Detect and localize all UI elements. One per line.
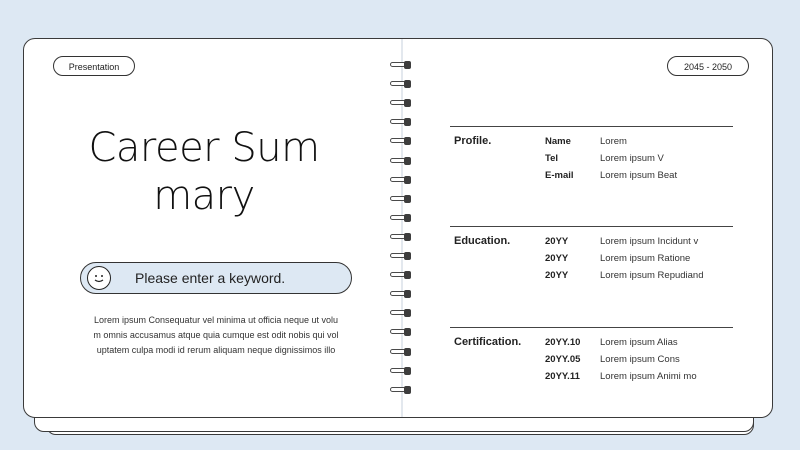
spiral-ring: [390, 195, 412, 203]
spiral-ring: [390, 80, 412, 88]
notebook-spine: [401, 39, 403, 417]
spiral-ring: [390, 367, 412, 375]
description: [68, 313, 364, 358]
page-title: [64, 124, 344, 220]
spiral-ring: [390, 328, 412, 336]
spiral-ring: [390, 137, 412, 145]
ring-hole: [404, 233, 411, 241]
section-label: Certification.: [454, 336, 522, 348]
ring-hole: [404, 118, 411, 126]
description-line: uptatem culpa modi id rerum aliquam neque dignissimos illo: [96, 345, 336, 355]
row-value: Lorem ipsum Alias: [600, 337, 678, 348]
presentation-tag: Presentation: [53, 56, 135, 76]
ring-hole: [404, 61, 411, 69]
title-line: mary: [153, 173, 255, 219]
ring-hole: [404, 271, 411, 279]
row-value: Lorem: [600, 136, 627, 147]
row-value: Lorem ipsum Incidunt v: [600, 236, 699, 247]
ring-hole: [404, 176, 411, 184]
row-value: Lorem ipsum Beat: [600, 170, 678, 181]
ring-hole: [404, 195, 411, 203]
ring-hole: [404, 367, 411, 375]
row-key: Tel: [545, 153, 559, 164]
ring-hole: [404, 157, 411, 165]
ring-hole: [404, 252, 411, 260]
notebook: [23, 38, 773, 418]
profile-section: [450, 126, 733, 227]
spiral-ring: [390, 348, 412, 356]
ring-hole: [404, 386, 411, 394]
ring-hole: [404, 214, 411, 222]
year-range-tag: 2045 - 2050: [667, 56, 749, 76]
spiral-ring: [390, 214, 412, 222]
spiral-ring: [390, 386, 412, 394]
spiral-ring: [390, 290, 412, 298]
spiral-ring: [390, 176, 412, 184]
spiral-ring: [390, 61, 412, 69]
description-line: Lorem ipsum Consequatur vel minima ut officia neque ut volu: [94, 315, 338, 325]
row-key: E-mail: [545, 170, 574, 181]
row-value: Lorem ipsum Repudiand: [600, 270, 704, 281]
row-value: Lorem ipsum Animi mo: [600, 371, 697, 382]
ring-hole: [404, 348, 411, 356]
row-key: 20YY: [545, 253, 569, 264]
row-value: Lorem ipsum Cons: [600, 354, 680, 365]
search-placeholder[interactable]: Please enter a keyword.: [135, 270, 286, 286]
spiral-ring: [390, 252, 412, 260]
search-bar[interactable]: [80, 262, 352, 294]
education-section: [450, 226, 733, 327]
spiral-ring: [390, 233, 412, 241]
ring-hole: [404, 290, 411, 298]
spiral-ring: [390, 99, 412, 107]
ring-hole: [404, 99, 411, 107]
title-line: Career Sum: [88, 125, 320, 171]
row-value: Lorem ipsum V: [600, 153, 664, 164]
ring-hole: [404, 328, 411, 336]
section-label: Education.: [454, 235, 511, 247]
ring-hole: [404, 309, 411, 317]
spiral-ring: [390, 309, 412, 317]
spiral-ring: [390, 118, 412, 126]
row-value: Lorem ipsum Ratione: [600, 253, 691, 264]
row-key: 20YY.05: [545, 354, 581, 365]
spiral-ring: [390, 157, 412, 165]
ring-hole: [404, 80, 411, 88]
ring-hole: [404, 137, 411, 145]
row-key: 20YY: [545, 236, 569, 247]
certification-section: [450, 327, 733, 408]
description-line: m omnis accusamus atque quia cumque est odit nobis qui vol: [93, 330, 339, 340]
smiley-icon: [87, 266, 111, 290]
row-key: 20YY.10: [545, 337, 581, 348]
section-label: Profile.: [454, 135, 492, 147]
spiral-ring: [390, 271, 412, 279]
row-key: Name: [545, 136, 571, 147]
row-key: 20YY: [545, 270, 569, 281]
row-key: 20YY.11: [545, 371, 580, 382]
